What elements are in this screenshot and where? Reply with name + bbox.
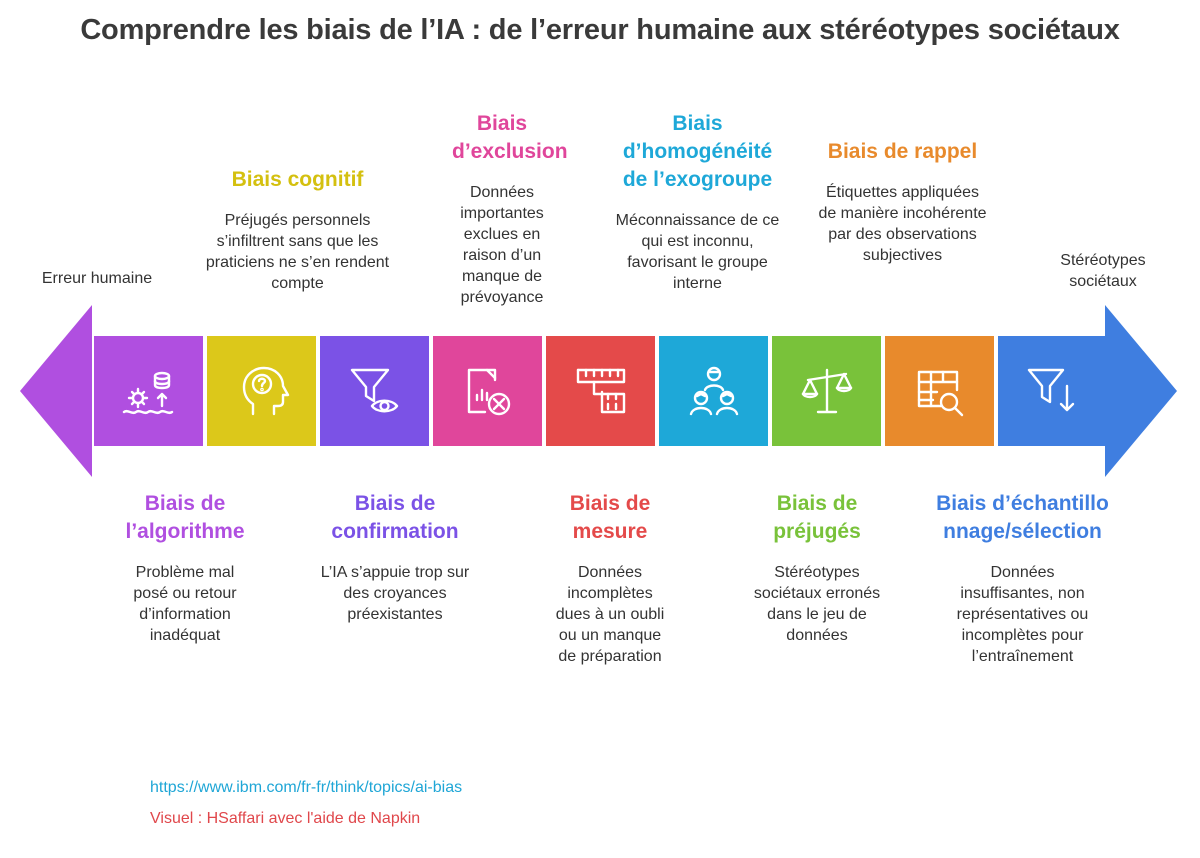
bias-cognitive (200, 166, 395, 294)
credit-text: Visuel : HSaffari avec l'aide de Napkin (150, 810, 421, 827)
bias-title: Biais cognitif (231, 168, 364, 191)
bias-description: Données insuffisantes, non représentatives ou incomplètes pour l’entraînement (956, 564, 1089, 665)
bias-recall (805, 138, 1000, 266)
bias-description: Méconnaissance de ce qui est inconnu, favorisant le groupe interne (615, 212, 780, 292)
bias-measurement (515, 490, 705, 667)
bias-exclusion (412, 110, 592, 308)
band-recall (885, 336, 994, 446)
ruler-icon (570, 360, 632, 422)
source-link[interactable]: https://www.ibm.com/fr-fr/think/topics/ai-bias (150, 779, 463, 796)
group-icon (683, 360, 745, 422)
bias-title: Biais de l’algorithme (125, 492, 245, 543)
bias-title: Biais d’homogénéité de l’exogroupe (622, 112, 773, 191)
band-cognitive (207, 336, 316, 446)
end-label: Stéréotypes sociétaux (1060, 252, 1146, 290)
band-measurement (546, 336, 655, 446)
bias-title: Biais de préjugés (773, 492, 861, 543)
start-label: Erreur humaine (41, 270, 153, 287)
bias-title: Biais de confirmation (331, 492, 459, 543)
band-prejudice (772, 336, 881, 446)
band-outgroup (659, 336, 768, 446)
bias-confirmation (300, 490, 490, 625)
bias-description: Étiquettes appliquées de manière incohérente par des observations subjectives (818, 184, 987, 264)
band-sampling (998, 336, 1105, 446)
bias-title: Biais d’échantillonnage/sélection (936, 492, 1109, 543)
bias-prejudice (722, 490, 912, 646)
right-arrow-head (1105, 305, 1179, 477)
bias-description: Données importantes exclues en raison d’un manque de prévoyance (460, 184, 544, 306)
left-arrow-head (20, 305, 94, 477)
bias-title: Biais de mesure (569, 492, 651, 543)
bias-title: Biais d’exclusion (452, 112, 568, 163)
head-question-icon (231, 360, 293, 422)
bias-description: L’IA s’appuie trop sur des croyances préexistantes (320, 564, 470, 623)
funnel-eye-icon (344, 360, 406, 422)
band-confirmation (320, 336, 429, 446)
bias-title: Biais de rappel (827, 140, 978, 163)
band-exclusion (433, 336, 542, 446)
funnel-down-icon (1021, 360, 1083, 422)
bias-algorithm (90, 490, 280, 646)
bias-description: Données incomplètes dues à un oubli ou un manque de préparation (555, 564, 665, 665)
bias-outgroup (605, 110, 790, 294)
bias-description: Problème mal posé ou retour d’information inadéquat (133, 564, 237, 644)
bias-description: Préjugés personnels s’infiltrent sans que les praticiens ne s’en rendent compte (205, 212, 390, 292)
bias-description: Stéréotypes sociétaux erronés dans le jeu de données (753, 564, 881, 644)
page-title: Comprendre les biais de l’IA : de l’erreur humaine aux stéréotypes sociétaux (80, 14, 1120, 46)
band-algorithm (94, 336, 203, 446)
bias-sampling (930, 490, 1115, 667)
scales-icon (796, 360, 858, 422)
algorithm-icon (118, 360, 180, 422)
table-search-icon (909, 360, 971, 422)
document-exclude-icon (457, 360, 519, 422)
